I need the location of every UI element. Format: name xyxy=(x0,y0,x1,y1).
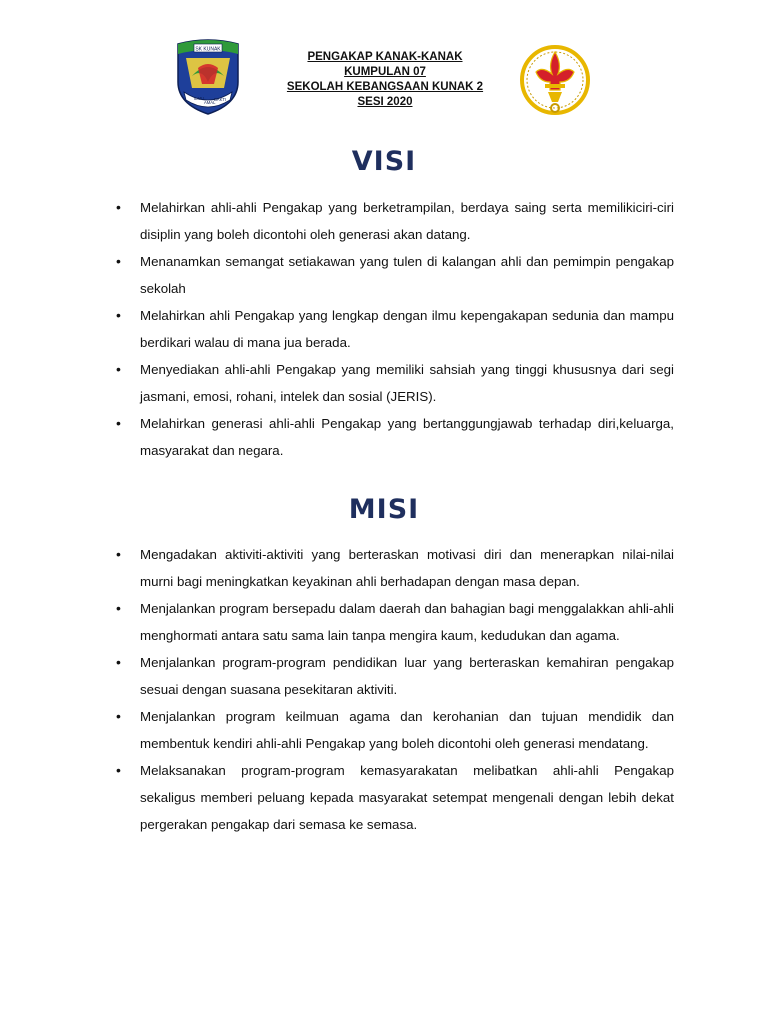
crest-motto-1: ILMU xyxy=(194,96,205,101)
school-crest-icon xyxy=(174,38,242,116)
list-item: • Melahirkan ahli-ahli Pengakap yang berketrampilan, berdaya saing serta memilikiciri-ciri disiplin yang boleh dicontohi oleh generasi akan datang. xyxy=(118,194,674,248)
visi-heading: VISI xyxy=(351,146,417,177)
list-item: • Menyediakan ahli-ahli Pengakap yang memiliki sahsiah yang tinggi khususnya dari segi jasmani, emosi, rohani, intelek dan sosial (JERIS). xyxy=(118,356,674,410)
scout-emblem-icon xyxy=(518,42,592,118)
list-item: • Melahirkan ahli Pengakap yang lengkap dengan ilmu kepengakapan sedunia dan mampu berdikari walau di mana jua berada. xyxy=(118,302,674,356)
list-item: • Melaksanakan program-program kemasyarakatan melibatkan ahli-ahli Pengakap sekaligus memberi peluang kepada masyarakat setempat mengenali dengan lebih dekat pergerakan pengakap dari semasa ke semasa. xyxy=(118,757,674,838)
misi-heading: MISI xyxy=(348,494,420,525)
crest-motto-2: AMAL xyxy=(204,100,216,105)
list-item: • Mengadakan aktiviti-aktiviti yang berteraskan motivasi diri dan menerapkan nilai-nilai murni bagi meningkatkan keyakinan ahli berhadapan dengan masa depan. xyxy=(118,541,674,595)
crest-motto-3: BAKTI xyxy=(214,97,227,102)
crest-banner-text: SK KUNAK xyxy=(195,46,221,53)
list-item: • Melahirkan generasi ahli-ahli Pengakap yang bertanggungjawab terhadap diri,keluarga, masyarakat dan negara. xyxy=(118,410,674,464)
misi-list xyxy=(118,541,674,838)
list-item: • Menjalankan program keilmuan agama dan kerohanian dan tujuan mendidik dan membentuk kendiri ahli-ahli Pengakap yang boleh dicontohi oleh generasi mendatang. xyxy=(118,703,674,757)
list-item: • Menjalankan program-program pendidikan luar yang berteraskan kemahiran pengakap sesuai dengan suasana pesekitaran aktiviti. xyxy=(118,649,674,703)
header-line-school: SEKOLAH KEBANGSAAN KUNAK 2 xyxy=(286,81,484,93)
header-line-group: KUMPULAN 07 xyxy=(344,66,426,78)
list-item: • Menanamkan semangat setiakawan yang tulen di kalangan ahli dan pemimpin pengakap sekolah xyxy=(118,248,674,302)
document-header xyxy=(0,34,768,124)
header-line-session: SESI 2020 xyxy=(357,96,413,108)
list-item: • Menjalankan program bersepadu dalam daerah dan bahagian bagi menggalakkan ahli-ahli menghormati antara satu sama lain tanpa mengira kaum, kedudukan dan agama. xyxy=(118,595,674,649)
visi-list xyxy=(118,194,674,464)
header-line-org: PENGAKAP KANAK-KANAK xyxy=(307,51,463,63)
header-title-block xyxy=(262,50,508,110)
